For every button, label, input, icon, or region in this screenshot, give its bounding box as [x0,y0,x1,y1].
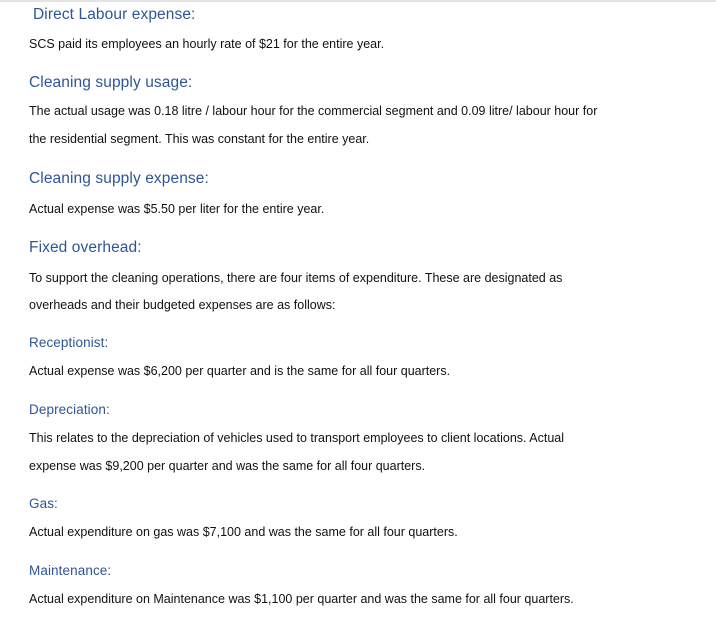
paragraph-line: The actual usage was 0.18 litre / labour hour for the commercial segment and 0.09 litre/ labour hour for [29,104,598,118]
heading-cleaning-supply-usage: Cleaning supply usage: [29,74,193,91]
paragraph-line: Actual expense was $6,200 per quarter and is the same for all four quarters. [29,364,451,378]
paragraph-line: overheads and their budgeted expenses are as follows: [29,298,336,312]
paragraph-line: expense was $9,200 per quarter and was the same for all four quarters. [29,459,426,473]
heading-cleaning-supply-expense: Cleaning supply expense: [29,170,209,187]
heading-maintenance: Maintenance: [29,563,112,578]
heading-direct-labour-expense: Direct Labour expense: [33,6,196,23]
heading-fixed-overhead: Fixed overhead: [29,239,142,256]
heading-gas: Gas: [29,496,58,511]
paragraph-line: This relates to the depreciation of vehicles used to transport employees to client locations. Actual [29,431,565,445]
paragraph-line: Actual expense was $5.50 per liter for the entire year. [29,202,325,216]
paragraph-line: Actual expenditure on gas was $7,100 and was the same for all four quarters. [29,525,458,539]
heading-receptionist: Receptionist: [29,335,109,350]
paragraph-line: Actual expenditure on Maintenance was $1,100 per quarter and was the same for all four quarters. [29,592,574,606]
heading-depreciation: Depreciation: [29,402,110,417]
paragraph-line: SCS paid its employees an hourly rate of $21 for the entire year. [29,37,385,51]
paragraph-line: the residential segment. This was constant for the entire year. [29,132,370,146]
paragraph-line: To support the cleaning operations, there are four items of expenditure. These are designated as [29,271,563,285]
